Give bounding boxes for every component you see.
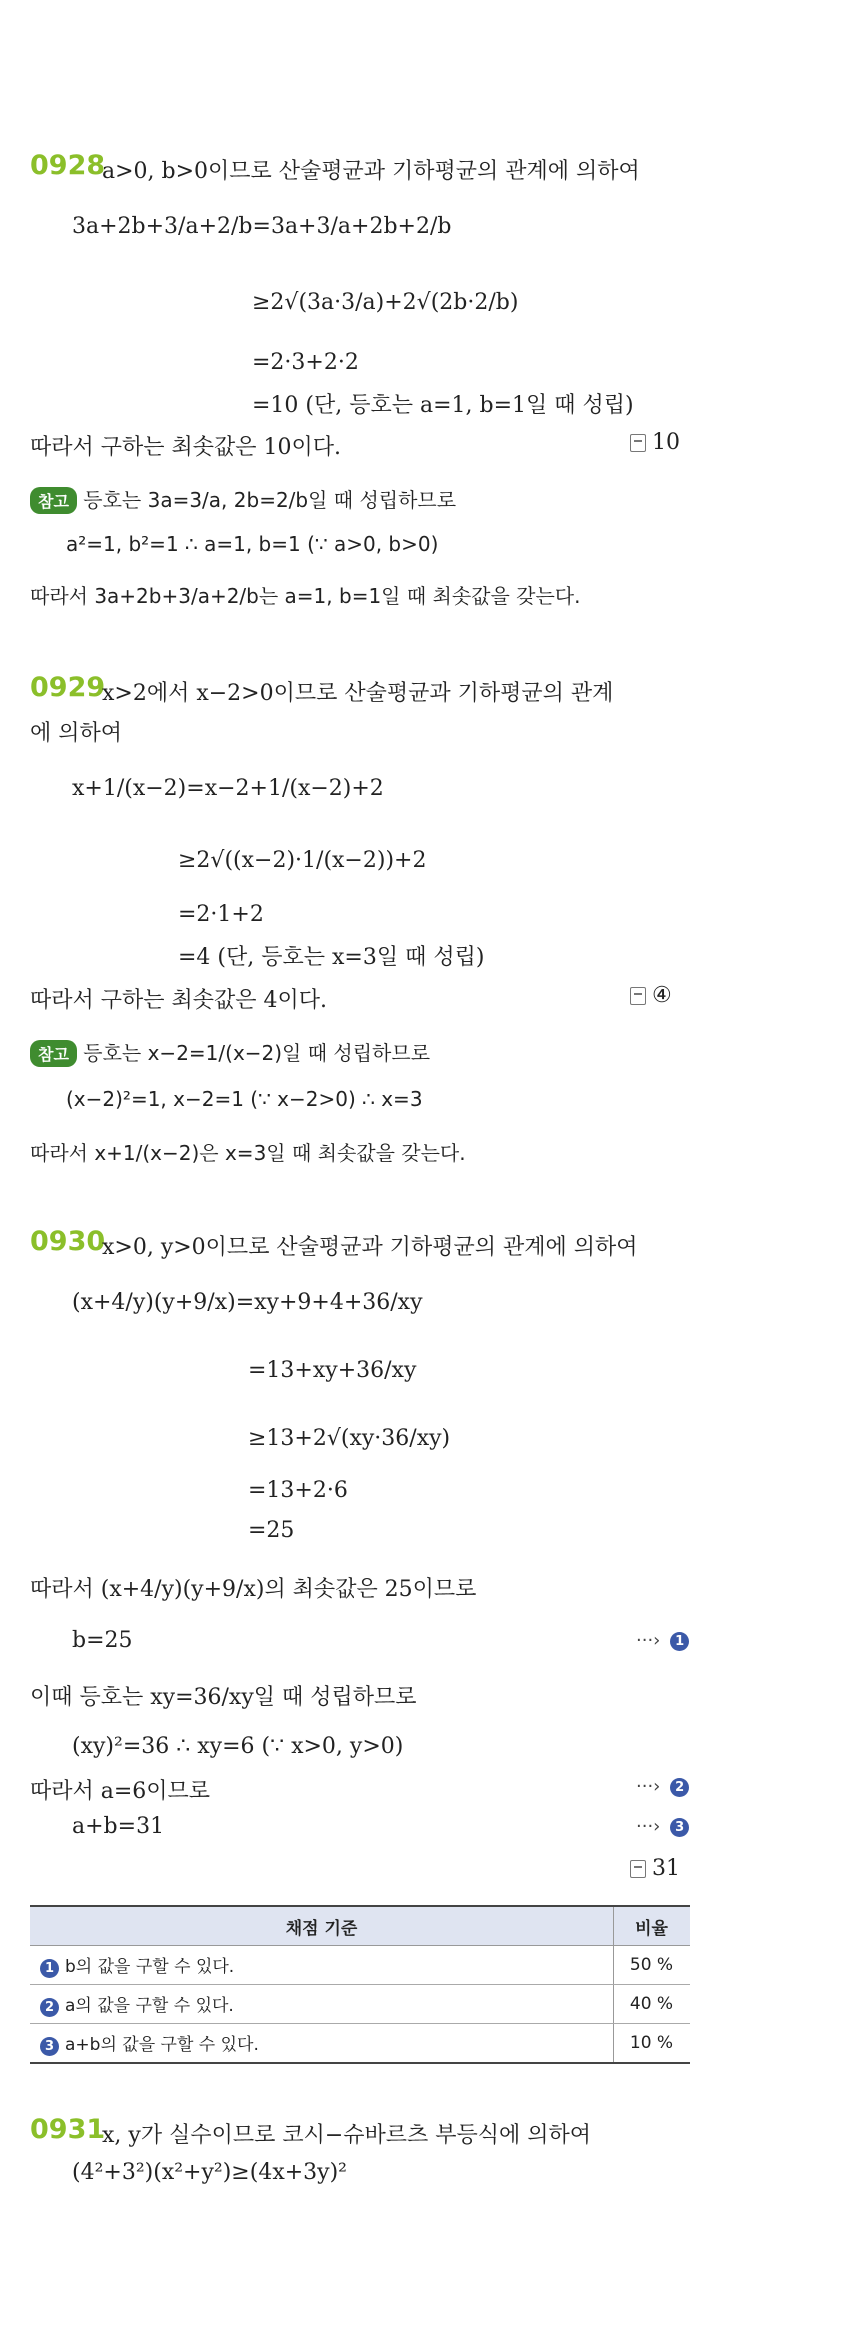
note-0928-2: a²=1, b²=1 ∴ a=1, b=1 (∵ a>0, b>0) <box>66 532 439 556</box>
eq-0929-4: =4 (단, 등호는 x=3일 때 성립) <box>178 945 485 970</box>
problem-number-0930: 0930 <box>30 1226 106 1257</box>
step-dot: 3 <box>670 1818 689 1837</box>
grading-table <box>30 1905 690 2064</box>
intro-0929-1: x>2에서 x−2>0이므로 산술평균과 기하평균의 관계 <box>102 681 614 706</box>
note-0929-3: 따라서 x+1/(x−2)은 x=3일 때 최솟값을 갖는다. <box>30 1141 466 1165</box>
intro-0928: a>0, b>0이므로 산술평균과 기하평균의 관계에 의하여 <box>102 159 640 184</box>
column-header-ratio: 비율 <box>614 1906 691 1946</box>
xy-line-0930: (xy)²=36 ∴ xy=6 (∵ x>0, y>0) <box>72 1734 404 1759</box>
note-badge: 참고 <box>30 1040 77 1067</box>
column-header-criterion: 채점 기준 <box>30 1906 614 1946</box>
step-dot: 2 <box>40 1998 59 2017</box>
answer-icon <box>630 987 646 1005</box>
note-0928-3: 따라서 3a+2b+3/a+2/b는 a=1, b=1일 때 최솟값을 갖는다. <box>30 584 581 608</box>
table-header-row <box>30 1906 690 1946</box>
criterion-cell <box>30 1985 614 2024</box>
table-row <box>30 2024 690 2064</box>
ratio-cell: 40 % <box>614 1985 691 2024</box>
problem-number-0928: 0928 <box>30 150 106 181</box>
ratio-cell: 10 % <box>614 2024 691 2064</box>
criterion-text: a의 값을 구할 수 있다. <box>65 1996 234 2016</box>
note-text: 등호는 x−2=1/(x−2)일 때 성립하므로 <box>83 1041 431 1065</box>
step-dot: 2 <box>670 1778 689 1797</box>
answer-icon <box>630 434 646 452</box>
answer-value: 10 <box>652 430 680 455</box>
eq-0930-4: =13+2·6 <box>248 1478 348 1503</box>
problem-number-0931: 0931 <box>30 2114 106 2145</box>
intro-0930: x>0, y>0이므로 산술평균과 기하평균의 관계에 의하여 <box>102 1235 638 1260</box>
answer-0928 <box>630 430 680 455</box>
criterion-cell <box>30 1946 614 1985</box>
criterion-text: b의 값을 구할 수 있다. <box>65 1957 235 1977</box>
table-row <box>30 1985 690 2024</box>
problem-number-0929: 0929 <box>30 672 106 703</box>
step-dot: 1 <box>670 1632 689 1651</box>
eq-0930-2: =13+xy+36/xy <box>248 1358 417 1383</box>
criterion-cell <box>30 2024 614 2064</box>
step-dot: 1 <box>40 1959 59 1978</box>
note-text: 등호는 3a=3/a, 2b=2/b일 때 성립하므로 <box>83 488 457 512</box>
eq-0930-3: ≥13+2√(xy·36/xy) <box>248 1426 451 1451</box>
eq-0928-2: ≥2√(3a·3/a)+2√(2b·2/b) <box>252 290 519 315</box>
eq-0929-1: x+1/(x−2)=x−2+1/(x−2)+2 <box>72 776 384 801</box>
eq-0930-1: (x+4/y)(y+9/x)=xy+9+4+36/xy <box>72 1290 423 1315</box>
note-0929-1 <box>30 1037 430 1067</box>
eq-0930-5: =25 <box>248 1518 295 1543</box>
eq-0928-1: 3a+2b+3/a+2/b=3a+3/a+2b+2/b <box>72 214 452 239</box>
answer-value: 31 <box>652 1856 680 1881</box>
answer-0929 <box>630 983 672 1008</box>
answer-0930 <box>630 1856 680 1881</box>
conclusion-0928: 따라서 구하는 최솟값은 10이다. <box>30 435 341 460</box>
text-0930-3: 따라서 a=6이므로 <box>30 1779 211 1804</box>
criterion-text: a+b의 값을 구할 수 있다. <box>65 2035 259 2055</box>
eq-0929-3: =2·1+2 <box>178 902 264 927</box>
step-marker-2: ···› 2 <box>636 1776 689 1797</box>
note-badge: 참고 <box>30 487 77 514</box>
step-dot: 3 <box>40 2037 59 2056</box>
eq-0931-1: (4²+3²)(x²+y²)≥(4x+3y)² <box>72 2160 347 2185</box>
step-marker-1: ···› 1 <box>636 1630 689 1651</box>
step-marker-3: ···› 3 <box>636 1816 689 1837</box>
intro-0931: x, y가 실수이므로 코시−슈바르츠 부등식에 의하여 <box>102 2123 592 2148</box>
text-0930-1: 따라서 (x+4/y)(y+9/x)의 최솟값은 25이므로 <box>30 1577 477 1602</box>
eq-0929-2: ≥2√((x−2)·1/(x−2))+2 <box>178 848 427 873</box>
eq-0928-3: =2·3+2·2 <box>252 350 359 375</box>
sum-line-0930: a+b=31 <box>72 1814 165 1839</box>
answer-value: ④ <box>652 983 672 1008</box>
b-line-0930: b=25 <box>72 1628 133 1653</box>
answer-icon <box>630 1860 646 1878</box>
note-0928-1 <box>30 484 456 514</box>
text-0930-2: 이때 등호는 xy=36/xy일 때 성립하므로 <box>30 1685 417 1710</box>
conclusion-0929: 따라서 구하는 최솟값은 4이다. <box>30 988 327 1013</box>
table-row <box>30 1946 690 1985</box>
eq-0928-4: =10 (단, 등호는 a=1, b=1일 때 성립) <box>252 393 634 418</box>
intro-0929-2: 에 의하여 <box>30 721 123 746</box>
ratio-cell: 50 % <box>614 1946 691 1985</box>
note-0929-2: (x−2)²=1, x−2=1 (∵ x−2>0) ∴ x=3 <box>66 1087 423 1111</box>
